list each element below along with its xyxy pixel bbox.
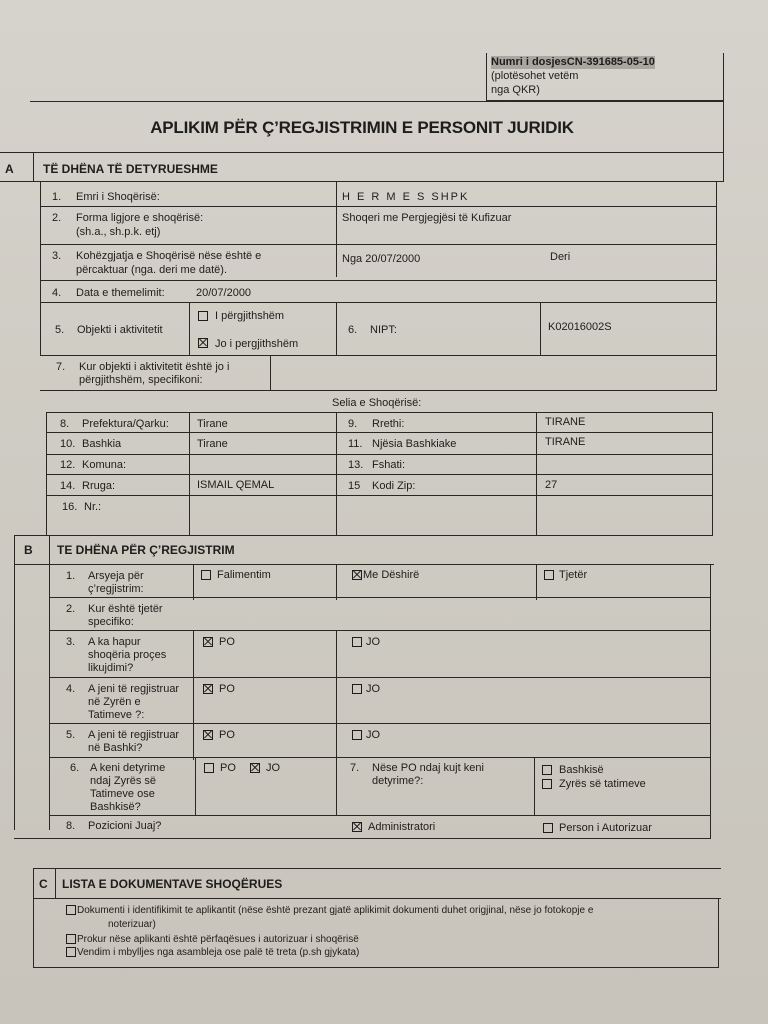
municipality-registered-no-checkbox[interactable] [352, 730, 362, 740]
authorized-person-option: Person i Autorizuar [559, 822, 652, 834]
obligations-yes-checkbox[interactable] [204, 763, 214, 773]
id-document-item-2: noterizuar) [108, 919, 156, 930]
field-1-num: 1. [52, 191, 62, 203]
section-c-letter: C [39, 877, 48, 891]
id-document-checkbox[interactable] [66, 905, 76, 915]
obligation-municipality-option: Bashkisë [559, 764, 604, 776]
activity-object-label: Objekti i aktivitetit [77, 324, 163, 336]
bankruptcy-option: Falimentim [217, 569, 271, 581]
obligations-no-checkbox[interactable] [250, 763, 260, 773]
liquidation-no-checkbox[interactable] [352, 637, 362, 647]
obligations-yes-label: PO [220, 762, 236, 774]
obligations-to-label-1: Nëse PO ndaj kujt keni [372, 762, 484, 774]
nipt-value[interactable]: K02016002S [548, 321, 612, 333]
district-value[interactable]: TIRANE [545, 416, 586, 428]
tax-registered-yes-label: PO [219, 683, 235, 695]
field-13-num: 13. [348, 459, 364, 471]
section-a-heading: TË DHËNA TË DETYRUESHME [43, 162, 218, 176]
obligation-tax-office-option: Zyrës së tatimeve [559, 778, 646, 790]
obligations-label-1: A keni detyrime [90, 762, 166, 774]
seat-label: Selia e Shoqërisë: [332, 397, 422, 409]
tax-registered-label-2: në Zyrën e [88, 696, 141, 708]
obligation-municipality-checkbox[interactable] [542, 765, 552, 775]
other-reason-checkbox[interactable] [544, 570, 554, 580]
section-a-letter: A [5, 162, 14, 176]
founding-date-label: Data e themelimit: [76, 287, 165, 299]
field-6-num: 6. [348, 324, 358, 336]
duration-label-1: Kohëzgjatja e Shoqërisë nëse është e [76, 250, 262, 262]
legal-form-value[interactable]: Shoqeri me Pergjegjësi të Kufizuar [342, 212, 512, 224]
other-specify-label-1: Kur është tjetër [88, 603, 163, 615]
q3-num: 3. [66, 636, 76, 648]
q7-num: 7. [350, 762, 360, 774]
liquidation-no-label: JO [366, 636, 381, 648]
street-value[interactable]: ISMAIL QEMAL [197, 479, 275, 491]
tax-registered-no-label: JO [366, 683, 381, 695]
duration-to-label[interactable]: Deri [550, 251, 571, 263]
duration-from-value[interactable]: Nga 20/07/2000 [342, 253, 421, 265]
municipal-unit-value[interactable]: TIRANE [545, 436, 586, 448]
founding-date-value[interactable]: 20/07/2000 [196, 287, 252, 299]
other-specify-label-2: specifiko: [88, 616, 134, 628]
general-activity-checkbox[interactable] [198, 311, 208, 321]
form-title: APLIKIM PËR Ç’REGJISTRIMIN E PERSONIT JURIDIK [150, 118, 574, 137]
liquidation-label-2: shoqëria proçes [88, 649, 167, 661]
field-3-num: 3. [52, 250, 62, 262]
q2-num: 2. [66, 603, 76, 615]
tax-registered-yes-checkbox[interactable] [203, 684, 213, 694]
file-number: Numri i dosjesCN-391685-05-10 [491, 56, 655, 68]
legal-form-label-1: Forma ligjore e shoqërisë: [76, 212, 204, 224]
commune-label: Komuna: [82, 459, 127, 471]
voluntary-checkbox[interactable] [352, 570, 362, 580]
field-14-num: 14. [60, 480, 76, 492]
q5-num: 5. [66, 729, 76, 741]
field-5-num: 5. [55, 324, 65, 336]
liquidation-yes-checkbox[interactable] [203, 637, 213, 647]
voluntary-option: Me Dëshirë [363, 569, 420, 581]
field-10-num: 10. [60, 438, 76, 450]
company-name-label: Emri i Shoqërisë: [76, 191, 160, 203]
tax-registered-label-3: Tatimeve ?: [88, 709, 145, 721]
power-of-attorney-item: Prokur nëse aplikanti është përfaqësues i autorizuar i shoqërisë [77, 934, 359, 945]
reason-label-2: ç’regjistrim: [88, 583, 144, 595]
number-label: Nr.: [84, 501, 102, 513]
nipt-label: NIPT: [370, 324, 397, 336]
q8-num: 8. [66, 820, 76, 832]
liquidation-yes-label: PO [219, 636, 235, 648]
tax-registered-label-1: A jeni të regjistruar [88, 683, 180, 695]
section-b-heading: TE DHËNA PËR Ç’REGJISTRIM [57, 543, 235, 557]
obligation-tax-office-checkbox[interactable] [542, 779, 552, 789]
other-reason-option: Tjetër [559, 569, 588, 581]
zip-value[interactable]: 27 [545, 479, 558, 491]
field-2-num: 2. [52, 212, 62, 224]
field-4-num: 4. [52, 287, 62, 299]
prefecture-label: Prefektura/Qarku: [82, 418, 169, 430]
general-activity-option: I përgjithshëm [215, 310, 285, 322]
field-8-num: 8. [60, 418, 70, 430]
duration-label-2: përcaktuar (nga. deri me datë). [76, 264, 228, 276]
authorized-person-checkbox[interactable] [543, 823, 553, 833]
field-16-num: 16. [62, 501, 78, 513]
q6-num: 6. [70, 762, 80, 774]
liquidation-label-3: likujdimi? [88, 662, 134, 674]
file-number-note-1: (plotësohet vetëm [491, 70, 579, 82]
obligations-label-3: Tatimeve ose [90, 788, 155, 800]
obligations-no-label: JO [266, 762, 281, 774]
activity-specify-label-2: përgjithshëm, specifikoni: [79, 374, 203, 386]
activity-specify-label-1: Kur objekti i aktivitetit është jo i [79, 361, 230, 373]
municipality-registered-no-label: JO [366, 729, 381, 741]
municipal-unit-label: Njësia Bashkiake [372, 438, 457, 450]
section-b-letter: B [24, 543, 33, 557]
municipality-registered-yes-checkbox[interactable] [203, 730, 213, 740]
bankruptcy-checkbox[interactable] [201, 570, 211, 580]
field-11-num: 11. [348, 438, 363, 450]
closure-decision-item: Vendim i mbylljes nga asambleja ose palë të treta (p.sh gjykata) [77, 947, 360, 958]
administrator-option: Administratori [368, 821, 436, 833]
file-number-note-2: nga QKR) [491, 84, 540, 96]
liquidation-label-1: A ka hapur [88, 636, 141, 648]
field-9-num: 9. [348, 418, 358, 430]
closure-decision-checkbox[interactable] [66, 947, 76, 957]
id-document-item-1: Dokumenti i identifikimit te aplikantit (nëse është prezant gjatë aplikimit dokumenti duhet origjinal, nëse jo fotokopje e [77, 905, 594, 916]
non-general-activity-checkbox[interactable] [198, 338, 208, 348]
field-7-num: 7. [56, 361, 66, 373]
municipality-registered-yes-label: PO [219, 729, 235, 741]
administrator-checkbox[interactable] [352, 822, 362, 832]
municipality-value[interactable]: Tirane [197, 438, 228, 450]
non-general-activity-option: Jo i pergjithshëm [215, 338, 299, 350]
q4-num: 4. [66, 683, 76, 695]
tax-registered-no-checkbox[interactable] [352, 684, 362, 694]
field-12-num: 12. [60, 459, 76, 471]
company-name-value[interactable]: H E R M E S SHPK [342, 191, 470, 203]
obligations-to-label-2: detyrime?: [372, 775, 424, 787]
district-label: Rrethi: [372, 418, 405, 430]
municipality-registered-label-2: në Bashki? [88, 742, 143, 754]
q1-num: 1. [66, 570, 76, 582]
zip-label: Kodi Zip: [372, 480, 416, 492]
obligations-label-2: ndaj Zyrës së [90, 775, 157, 787]
municipality-registered-label-1: A jeni të regjistruar [88, 729, 180, 741]
position-label: Pozicioni Juaj? [88, 820, 162, 832]
power-of-attorney-checkbox[interactable] [66, 934, 76, 944]
section-c-heading: LISTA E DOKUMENTAVE SHOQËRUES [62, 877, 283, 891]
village-label: Fshati: [372, 459, 406, 471]
municipality-label: Bashkia [82, 438, 122, 450]
reason-label-1: Arsyeja për [88, 570, 144, 582]
prefecture-value[interactable]: Tirane [197, 418, 228, 430]
field-15-num: 15 [348, 480, 361, 492]
obligations-label-4: Bashkisë? [90, 801, 141, 813]
street-label: Rruga: [82, 480, 116, 492]
legal-form-label-2: (sh.a., sh.p.k. etj) [76, 226, 161, 238]
